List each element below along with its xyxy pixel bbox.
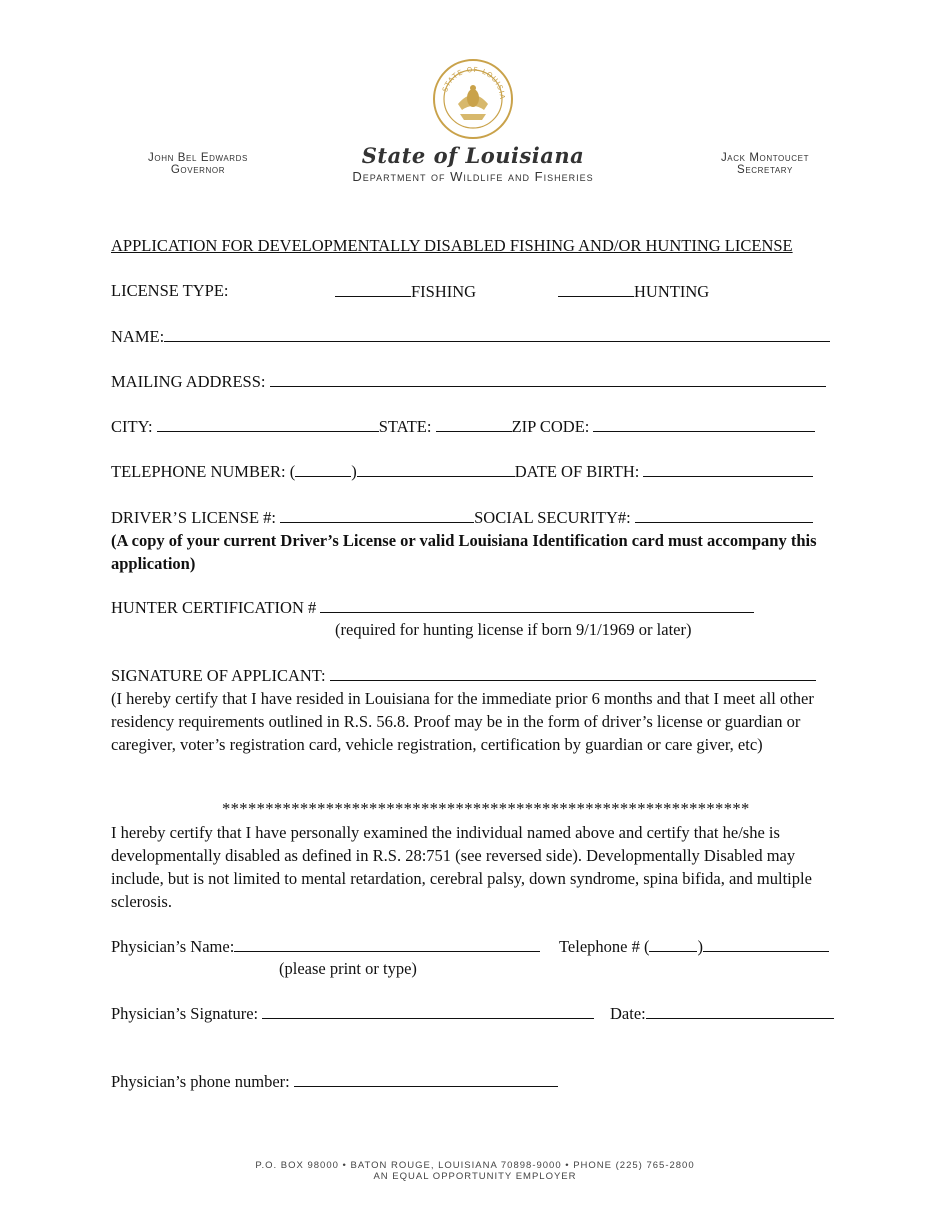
physician-tel-close: ) — [697, 937, 703, 956]
date-field[interactable] — [646, 1003, 834, 1019]
zip-label: ZIP CODE: — [511, 417, 590, 436]
physician-tel-field[interactable] — [703, 936, 829, 952]
department-name: Department of Wildlife and Fisheries — [352, 169, 594, 184]
state-label: STATE: — [378, 417, 432, 436]
area-code-field[interactable] — [295, 461, 351, 477]
dob-field[interactable] — [643, 461, 813, 477]
applicant-signature-field[interactable] — [330, 665, 816, 681]
fishing-label: FISHING — [411, 282, 477, 301]
governor-name: John Bel Edwards — [148, 152, 248, 164]
hunter-cert-row — [111, 597, 754, 618]
dob-label: DATE OF BIRTH: — [514, 462, 640, 481]
telephone-row — [111, 461, 813, 482]
physician-tel-row — [559, 936, 829, 957]
ssn-label: SOCIAL SECURITY#: — [474, 508, 631, 527]
separator: ************************************************************* — [222, 799, 750, 818]
date-row — [610, 1003, 834, 1024]
license-type-label: LICENSE TYPE: — [111, 281, 229, 300]
hunter-cert-note: (required for hunting license if born 9/1/1969 or later) — [335, 620, 692, 639]
city-field[interactable] — [157, 416, 379, 432]
physician-tel-label: Telephone # ( — [559, 937, 650, 956]
physician-area-code-field[interactable] — [649, 936, 697, 952]
form-title: APPLICATION FOR DEVELOPMENTALLY DISABLED FISHING AND/OR HUNTING LICENSE — [111, 236, 793, 255]
zip-field[interactable] — [593, 416, 815, 432]
governor-block — [128, 152, 268, 176]
name-field[interactable] — [164, 326, 830, 342]
license-row — [111, 507, 813, 528]
physician-name-label: Physician’s Name: — [111, 937, 235, 956]
name-label: NAME: — [111, 327, 165, 346]
state-header — [318, 143, 628, 184]
footer-address: P.O. BOX 98000 • BATON ROUGE, LOUISIANA 70898-9000 • PHONE (225) 765-2800 — [255, 1160, 695, 1171]
footer — [200, 1160, 750, 1182]
print-note: (please print or type) — [279, 959, 417, 978]
hunting-label: HUNTING — [634, 282, 710, 301]
physician-signature-row — [111, 1003, 594, 1024]
fishing-option[interactable] — [335, 281, 476, 302]
state-field[interactable] — [436, 416, 512, 432]
physician-name-field[interactable] — [234, 936, 540, 952]
city-row — [111, 416, 815, 437]
telephone-field[interactable] — [357, 461, 515, 477]
date-label: Date: — [610, 1004, 646, 1023]
mailing-address-label: MAILING ADDRESS: — [111, 372, 266, 391]
city-label: CITY: — [111, 417, 153, 436]
drivers-license-label: DRIVER’S LICENSE #: — [111, 508, 276, 527]
governor-title: Governor — [170, 164, 226, 176]
physician-phone-field[interactable] — [294, 1071, 558, 1087]
ssn-field[interactable] — [635, 507, 813, 523]
residency-text: (I hereby certify that I have resided in Louisiana for the immediate prior 6 months and that I meet all other residency requirements outlined in R.S. 56.8. Proof may be in the form of driver’s license or guardian or caregiver, voter’s registration card, vehicle registration, certification by guardian or care giver, etc) — [111, 689, 814, 754]
hunter-cert-field[interactable] — [320, 597, 754, 613]
physician-phone-row — [111, 1071, 558, 1092]
telephone-close: ) — [351, 462, 357, 481]
state-name: State of Louisiana — [361, 143, 585, 168]
secretary-name: Jack Montoucet — [720, 152, 810, 164]
physician-signature-field[interactable] — [262, 1003, 594, 1019]
telephone-label: TELEPHONE NUMBER: ( — [111, 462, 296, 481]
physician-phone-label: Physician’s phone number: — [111, 1072, 290, 1091]
name-row — [111, 326, 830, 347]
signature-row — [111, 665, 816, 686]
hunting-checkline[interactable] — [558, 281, 634, 297]
id-note: (A copy of your current Driver’s License or valid Louisiana Identification card must accompany this application) — [111, 531, 817, 573]
secretary-title: Secretary — [737, 164, 793, 176]
fishing-checkline[interactable] — [335, 281, 411, 297]
signature-label: SIGNATURE OF APPLICANT: — [111, 666, 326, 685]
footer-employer: AN EQUAL OPPORTUNITY EMPLOYER — [373, 1171, 577, 1182]
drivers-license-field[interactable] — [280, 507, 474, 523]
physician-signature-label: Physician’s Signature: — [111, 1004, 259, 1023]
mailing-address-field[interactable] — [270, 371, 826, 387]
state-seal — [432, 58, 514, 140]
hunter-cert-label: HUNTER CERTIFICATION # — [111, 598, 317, 617]
seal-text: STATE OF LOUISIA — [441, 65, 507, 101]
hunting-option[interactable] — [558, 281, 709, 302]
secretary-block — [695, 152, 835, 176]
physician-name-row — [111, 936, 540, 957]
physician-cert-text: I hereby certify that I have personally examined the individual named above and certify that he/she is developmentally disabled as defined in R.S. 28:751 (see reversed side). Developmentally Disabled may include, but is not limited to mental retardation, cerebral palsy, down syndrome, spina bifida, and multiple sclerosis. — [111, 823, 812, 911]
address-row — [111, 371, 826, 392]
